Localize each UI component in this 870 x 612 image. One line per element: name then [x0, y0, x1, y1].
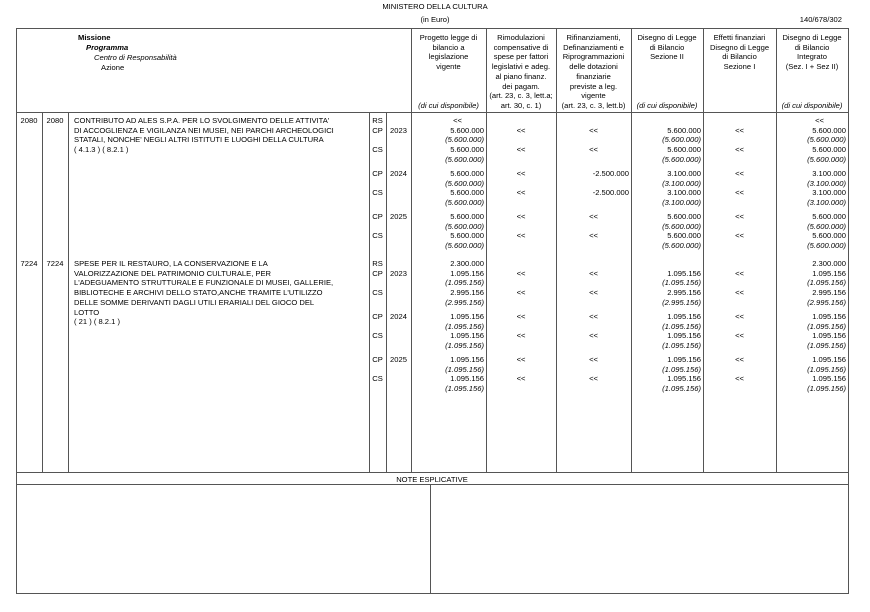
column-header-line: (art. 23, c. 3, lett.a; — [489, 91, 553, 101]
value-cell: 5.600.000 — [450, 231, 484, 240]
value-cell: << — [589, 125, 598, 135]
value-cell: << — [516, 231, 526, 240]
value-cell: 1.095.156 — [812, 355, 846, 364]
value-cell: 2.300.000 — [450, 259, 484, 268]
value-available: (5.600.000) — [807, 135, 846, 144]
value-cell: << — [516, 125, 526, 135]
value-cell: << — [516, 268, 526, 278]
column-header-line: di Bilancio — [794, 42, 830, 52]
chapter-description-line: LOTTO — [74, 307, 100, 317]
column-header-line: bilancio a — [432, 42, 465, 52]
value-available: (3.100.000) — [662, 178, 701, 188]
value-cell: << — [516, 331, 526, 340]
value-cell: << — [735, 312, 744, 321]
chapter-description-line: VALORIZZAZIONE DEL PATRIMONIO CULTURALE, PER — [74, 268, 272, 278]
header-bottom-rule — [16, 112, 849, 113]
column-header-line: di Bilancio — [649, 42, 685, 52]
column-header-2 — [486, 33, 556, 111]
column-header-footer: (di cui disponibile) — [781, 101, 843, 110]
units-label: (in Euro) — [420, 15, 450, 24]
value-cell: << — [589, 231, 598, 240]
value-cell: 1.095.156 — [450, 331, 484, 340]
value-cell: 3.100.000 — [812, 169, 846, 178]
value-available: (5.600.000) — [445, 135, 484, 144]
value-available: (2.995.156) — [807, 297, 846, 307]
notes-divider-rule — [430, 484, 431, 593]
column-header-line: art. 30, c. 1) — [500, 100, 542, 110]
value-cell: << — [735, 374, 744, 383]
notes-top-rule — [16, 472, 849, 473]
value-available: (5.600.000) — [807, 154, 846, 164]
row-type: CS — [372, 145, 383, 154]
value-cell: << — [735, 288, 744, 297]
row-year: 2023 — [390, 125, 407, 135]
value-available: (1.095.156) — [662, 278, 701, 287]
value-available: (5.600.000) — [445, 154, 484, 164]
value-cell: 1.095.156 — [812, 374, 846, 383]
value-cell: << — [516, 169, 526, 178]
value-cell: 5.600.000 — [812, 145, 846, 154]
page-code: 140/678/302 — [799, 15, 842, 24]
row-type: CS — [372, 331, 383, 340]
value-cell: 2.995.156 — [450, 288, 484, 297]
value-available: (1.095.156) — [807, 340, 846, 350]
value-cell: 1.095.156 — [812, 331, 846, 340]
value-cell: << — [516, 288, 526, 297]
value-cell: << — [589, 355, 598, 364]
column-header-line: Progetto legge di — [419, 33, 478, 42]
value-available: (5.600.000) — [662, 221, 701, 231]
value-cell: << — [589, 145, 598, 154]
value-cell: 5.600.000 — [812, 125, 846, 135]
value-cell: 5.600.000 — [667, 145, 701, 154]
column-header-line: vigente — [581, 91, 606, 101]
column-header-line: Rifinanziamenti, — [566, 33, 621, 42]
value-available: (1.095.156) — [445, 383, 484, 393]
value-cell: 2.995.156 — [812, 288, 846, 297]
value-available: (1.095.156) — [445, 278, 484, 287]
value-cell: << — [735, 169, 744, 178]
column-header-line: Definanziamenti e — [563, 42, 624, 52]
value-cell: 1.095.156 — [667, 374, 701, 383]
header-azione: Azione — [101, 63, 125, 72]
value-cell: -2.500.000 — [592, 169, 629, 178]
chapter-description-line: BIBLIOTECHE E ARCHIVI DELLO STATO,ANCHE TRAMITE L'UTILIZZO — [74, 288, 323, 298]
value-available: (1.095.156) — [445, 340, 484, 350]
column-header-line: Integrato — [797, 52, 827, 62]
column-header-line: Effetti finanziari — [713, 33, 766, 42]
chapter-code: 2080 — [20, 116, 38, 125]
value-available: (1.095.156) — [807, 321, 846, 331]
value-available: (5.600.000) — [662, 154, 701, 164]
column-header-footer: (di cui disponibile) — [418, 101, 479, 110]
table-bottom-rule — [16, 593, 849, 594]
header-missione: Missione — [78, 33, 111, 42]
value-cell: << — [735, 212, 744, 221]
chapter-description — [74, 259, 368, 327]
value-cell: 2.300.000 — [812, 259, 846, 268]
value-cell: << — [589, 312, 598, 321]
chapter-description-line: L'ADEGUAMENTO STRUTTURALE E FUNZIONALE DI MUSEI, GALLERIE, — [74, 278, 334, 288]
value-cell: 5.600.000 — [450, 125, 484, 135]
row-type: CS — [372, 231, 383, 240]
column-header-line: delle dotazioni — [569, 62, 618, 72]
value-cell: 3.100.000 — [667, 188, 701, 197]
row-type: CP — [372, 355, 383, 364]
value-available: (1.095.156) — [807, 383, 846, 393]
value-available: (5.600.000) — [662, 135, 701, 144]
row-type: CS — [372, 374, 383, 383]
value-available: (2.995.156) — [445, 297, 484, 307]
value-cell: << — [589, 331, 598, 340]
row-year: 2025 — [390, 212, 407, 221]
column-rule — [386, 112, 387, 472]
row-year: 2024 — [390, 312, 407, 321]
value-available: (5.600.000) — [807, 240, 846, 250]
column-header-line: finanziarie — [576, 71, 611, 81]
value-cell: << — [589, 374, 598, 383]
value-cell: << — [516, 374, 526, 383]
value-cell: << — [735, 125, 744, 135]
column-rule — [68, 112, 69, 472]
column-header-line: Sezione I — [723, 62, 756, 72]
column-rule — [42, 112, 43, 472]
value-cell: << — [516, 312, 526, 321]
row-type: RS — [372, 259, 383, 268]
table-left-rule — [16, 28, 17, 593]
value-cell: -2.500.000 — [592, 188, 629, 197]
value-cell: << — [735, 231, 744, 240]
chapter-code: 7224 — [20, 259, 38, 268]
value-available: (5.600.000) — [445, 178, 484, 188]
value-cell: 5.600.000 — [812, 231, 846, 240]
column-header-line: Disegno di Legge — [637, 33, 697, 42]
value-available: (3.100.000) — [662, 197, 701, 207]
column-header-line: Disegno di Legge — [782, 33, 842, 42]
value-cell: << — [516, 355, 526, 364]
row-type: CP — [372, 212, 383, 221]
chapter-description-line: CONTRIBUTO AD ALES S.P.A. PER LO SVOLGIMENTO DELLE ATTIVITA' — [74, 116, 330, 125]
row-type: CP — [372, 125, 383, 135]
column-header-1 — [411, 33, 486, 72]
value-cell: 5.600.000 — [667, 125, 701, 135]
column-header-line: al piano finanz. — [495, 71, 547, 81]
value-cell: 5.600.000 — [667, 212, 701, 221]
column-header-line: compensative di — [493, 42, 549, 52]
value-cell: << — [735, 188, 744, 197]
header-programma: Programma — [86, 43, 129, 52]
value-available: (1.095.156) — [662, 364, 701, 374]
value-cell: 1.095.156 — [667, 312, 701, 321]
value-cell: 5.600.000 — [450, 188, 484, 197]
value-available: (3.100.000) — [807, 197, 846, 207]
row-year: 2024 — [390, 169, 407, 178]
notes-title: NOTE ESPLICATIVE — [396, 475, 468, 484]
chapter-code: 2080 — [46, 116, 64, 125]
column-header-5 — [703, 33, 776, 72]
column-header-6 — [776, 33, 848, 72]
value-cell: 1.095.156 — [667, 331, 701, 340]
column-header-line: (art. 23, c. 3, lett.b) — [561, 100, 626, 110]
row-type: CS — [372, 288, 383, 297]
value-available: (5.600.000) — [445, 197, 484, 207]
column-header-line: legislativi e adeg. — [491, 62, 551, 72]
column-header-line: Disegno di Legge — [709, 42, 770, 52]
row-type: CP — [372, 268, 383, 278]
column-header-line: di Bilancio — [722, 52, 757, 62]
value-cell: 1.095.156 — [812, 312, 846, 321]
table-top-rule — [16, 28, 849, 29]
row-type: CP — [372, 312, 383, 321]
chapter-classification: ( 21 ) ( 8.2.1 ) — [74, 317, 121, 327]
column-header-4 — [631, 33, 703, 62]
value-available: (5.600.000) — [807, 221, 846, 231]
ministry-title: MINISTERO DELLA CULTURA — [382, 2, 488, 11]
value-cell: << — [516, 145, 526, 154]
chapter-description-line: DELLE SOMME DERIVANTI DAGLI UTILI ERARIALI DEL GIOCO DEL — [74, 297, 315, 307]
value-cell: << — [735, 355, 744, 364]
column-header-line: vigente — [436, 62, 461, 72]
value-cell: 3.100.000 — [812, 188, 846, 197]
row-type: CS — [372, 188, 383, 197]
chapter-code: 7224 — [46, 259, 64, 268]
row-type: RS — [372, 116, 383, 125]
chapter-classification: ( 4.1.3 ) ( 8.2.1 ) — [74, 145, 129, 155]
value-cell: 5.600.000 — [667, 231, 701, 240]
row-year: 2023 — [390, 268, 407, 278]
chapter-description-line: SPESE PER IL RESTAURO, LA CONSERVAZIONE E LA — [74, 259, 268, 268]
value-available: (1.095.156) — [445, 321, 484, 331]
value-available: (1.095.156) — [807, 364, 846, 374]
table-right-rule — [848, 28, 849, 593]
value-cell: << — [815, 116, 824, 125]
column-header-line: spese per fattori — [493, 52, 549, 62]
value-cell: 1.095.156 — [450, 312, 484, 321]
column-header-line: Rimodulazioni — [497, 33, 545, 42]
chapter-description — [74, 116, 368, 155]
value-available: (5.600.000) — [662, 240, 701, 250]
value-cell: << — [589, 268, 598, 278]
value-cell: << — [589, 212, 598, 221]
value-cell: 5.600.000 — [450, 169, 484, 178]
column-header-line: Sezione II — [650, 52, 684, 62]
value-cell: 1.095.156 — [667, 355, 701, 364]
column-header-3 — [556, 33, 631, 111]
value-cell: << — [516, 212, 526, 221]
value-cell: << — [735, 145, 744, 154]
value-cell: 5.600.000 — [812, 212, 846, 221]
value-available: (1.095.156) — [445, 364, 484, 374]
value-cell: 5.600.000 — [450, 212, 484, 221]
value-available: (5.600.000) — [445, 240, 484, 250]
value-available: (1.095.156) — [662, 321, 701, 331]
value-cell: << — [516, 188, 526, 197]
value-cell: 1.095.156 — [667, 268, 701, 278]
column-header-line: (Sez. I + Sez II) — [785, 62, 839, 72]
value-cell: << — [453, 116, 462, 125]
header-centro-responsabilita: Centro di Responsabilità — [94, 53, 177, 62]
value-available: (1.095.156) — [807, 278, 846, 287]
value-cell: << — [589, 288, 598, 297]
value-cell: 1.095.156 — [450, 355, 484, 364]
value-cell: 3.100.000 — [667, 169, 701, 178]
column-header-line: legislazione — [428, 52, 469, 62]
value-cell: 1.095.156 — [812, 268, 846, 278]
value-cell: << — [735, 268, 744, 278]
value-cell: 2.995.156 — [667, 288, 701, 297]
value-available: (1.095.156) — [662, 340, 701, 350]
chapter-description-line: STATALI, NONCHE' NEGLI ALTRI ISTITUTI E LUOGHI DELLA CULTURA — [74, 135, 324, 145]
value-available: (2.995.156) — [662, 297, 701, 307]
chapter-description-line: DI ACCOGLIENZA E VIGILANZA NEI MUSEI, NEI PARCHI ARCHEOLOGICI — [74, 125, 334, 135]
value-cell: << — [735, 331, 744, 340]
value-available: (1.095.156) — [662, 383, 701, 393]
column-header-line: Riprogrammazioni — [562, 52, 625, 62]
column-header-line: previste a leg. — [569, 81, 618, 91]
value-cell: 1.095.156 — [450, 374, 484, 383]
value-available: (3.100.000) — [807, 178, 846, 188]
row-year: 2025 — [390, 355, 407, 364]
value-available: (5.600.000) — [445, 221, 484, 231]
row-type: CP — [372, 169, 383, 178]
value-cell: 1.095.156 — [450, 268, 484, 278]
value-cell: 5.600.000 — [450, 145, 484, 154]
column-header-footer: (di cui disponibile) — [636, 101, 698, 110]
column-header-line: dei pagam. — [502, 81, 540, 91]
